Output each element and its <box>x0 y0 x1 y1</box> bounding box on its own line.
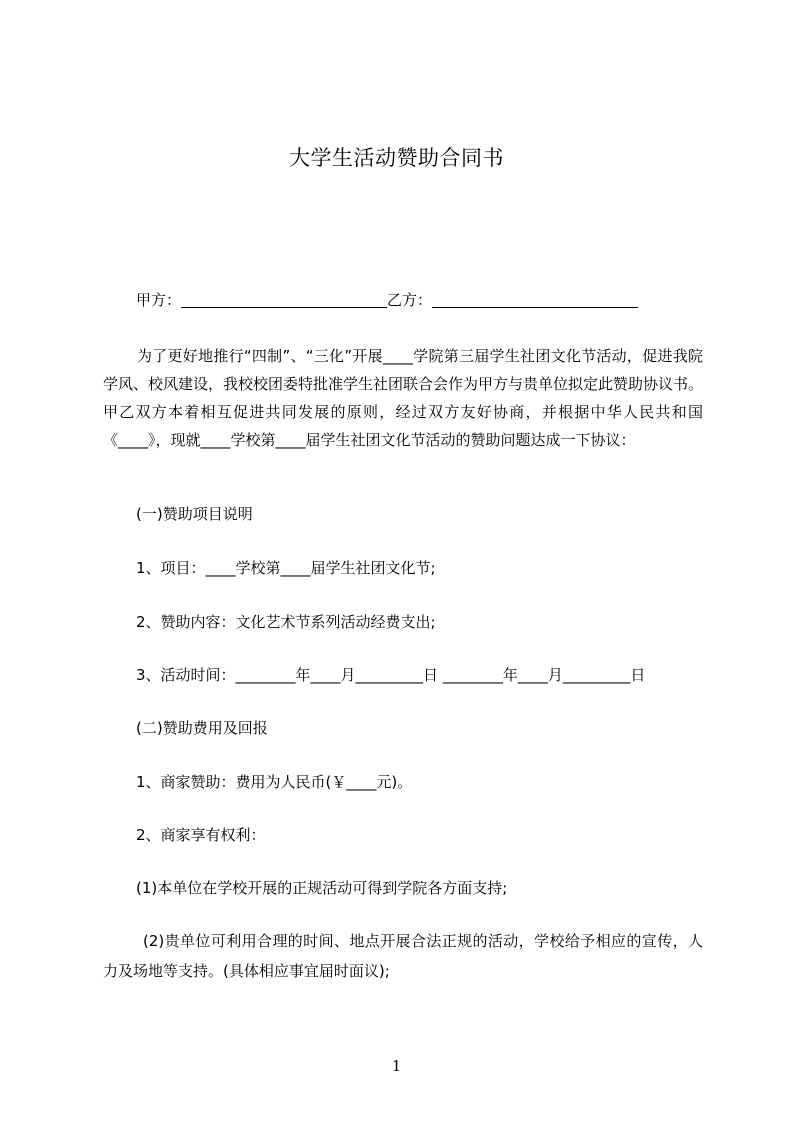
parties-line <box>136 289 736 311</box>
page-number: 1 <box>391 1057 402 1075</box>
party-b-blank <box>432 293 638 308</box>
intro-paragraph: 为了更好地推行“四制”、“三化”开展____学院第三届学生社团文化节活动，促进我院学风、校风建设，我校校团委特批准学生社团联合会作为甲方与贵单位拟定此赞助协议书。甲乙双方本着相互促进共同发展的原则，经过双方友好协商，并根据中华人民共和国《____》，现就____学校第____届学生社团文化节活动的赞助问题达成一下协议： <box>103 347 704 449</box>
party-b-label: 乙方： <box>387 291 433 309</box>
item-merchant-rights: 2、商家享有权利： <box>136 826 266 844</box>
party-a-blank <box>181 293 387 308</box>
document-title: 大学生活动赞助合同书 <box>289 146 504 170</box>
right-two: (2)贵单位可利用合理的时间、地点开展合法正规的活动，学校给予相应的宣传，人力及场地等支持。(具体相应事宜届时面议); <box>103 932 703 980</box>
section-heading-cost-and-return: (二)赞助费用及回报 <box>136 719 268 737</box>
section-heading-sponsorship-items: (一)赞助项目说明 <box>136 505 253 523</box>
item-sponsorship-content: 2、赞助内容：文化艺术节系列活动经费支出; <box>136 613 436 631</box>
item-project: 1、项目：____学校第____届学生社团文化节; <box>136 559 436 577</box>
right-one: (1)本单位在学校开展的正规活动可得到学院各方面支持; <box>136 879 508 897</box>
item-merchant-sponsorship: 1、商家赞助：费用为人民币(￥____元)。 <box>136 773 413 791</box>
item-activity-time: 3、活动时间：________年____月_________日 ________年____月_________日 <box>136 666 646 684</box>
party-a-label: 甲方： <box>136 291 182 309</box>
